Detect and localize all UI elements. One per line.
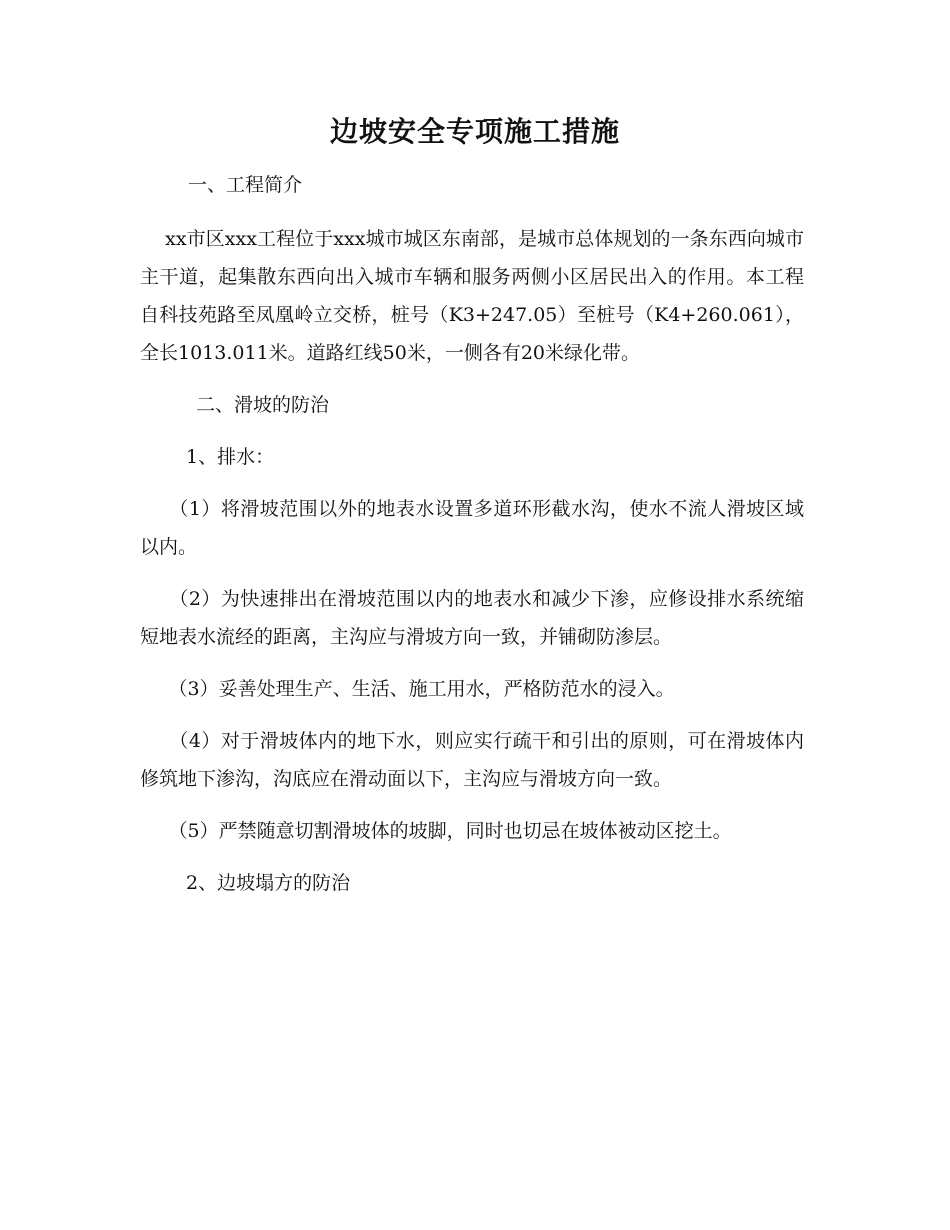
document-body (140, 166, 804, 902)
list-item-drainage-4: （4）对于滑坡体内的地下水，则应实行疏干和引出的原则，可在滑坡体内修筑地下渗沟，沟底应在滑动面以下，主沟应与滑坡方向一致。 (140, 730, 804, 790)
document-title: 边坡安全专项施工措施 (329, 115, 620, 148)
section-heading-project-intro: 一、工程简介 (188, 174, 303, 196)
list-item-drainage-1: （1）将滑坡范围以外的地表水设置多道环形截水沟，使水不流人滑坡区域以内。 (140, 498, 804, 558)
subsection-heading-slope-collapse: 2、边坡塌方的防治 (186, 872, 351, 894)
list-item-drainage-5: （5）严禁随意切割滑坡体的坡脚，同时也切忌在坡体被动区挖土。 (140, 820, 732, 842)
subsection-heading-drainage: 1、排水： (186, 446, 275, 468)
list-item-drainage-3: （3）妥善处理生产、生活、施工用水，严格防范水的浸入。 (140, 678, 675, 700)
paragraph-project-intro: xx市区xxx工程位于xxx城市城区东南部，是城市总体规划的一条东西向城市主干道，起集散东西向出入城市车辆和服务两侧小区居民出入的作用。本工程自科技苑路至凤凰岭立交桥，桩号（K3+247.05）至桩号（K4+260.061），全长1013.011米。道路红线50米，一侧各有20米绿化带。 (140, 228, 804, 364)
list-item-drainage-2: （2）为快速排出在滑坡范围以内的地表水和减少下渗，应修设排水系统缩短地表水流经的距离，主沟应与滑坡方向一致，并铺砌防渗层。 (140, 588, 804, 648)
section-heading-landslide-prevention: 二、滑坡的防治 (196, 394, 330, 416)
